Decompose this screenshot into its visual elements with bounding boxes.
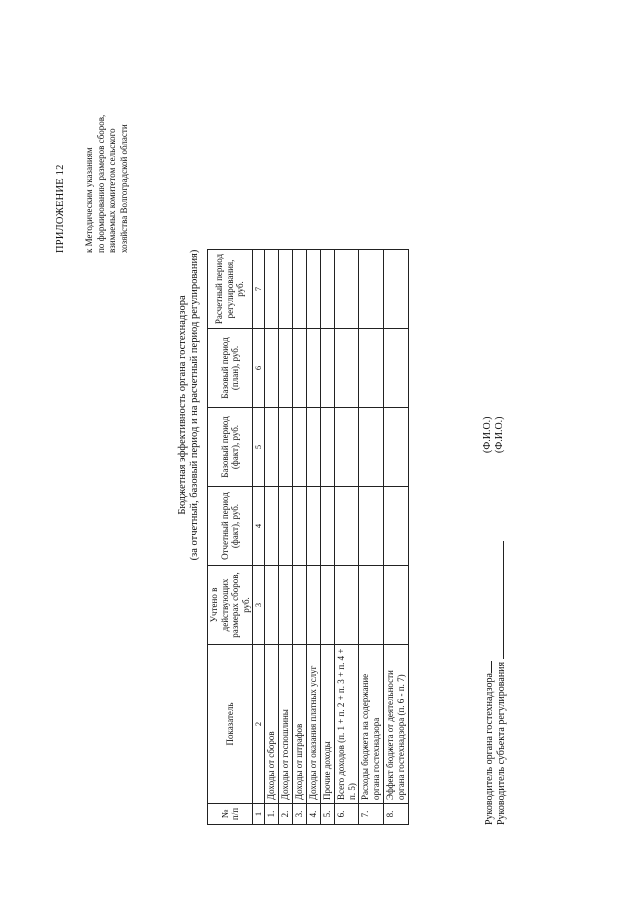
- table-cell: [359, 250, 384, 329]
- row-number: 4.: [307, 804, 321, 825]
- document-title: [177, 155, 201, 655]
- table-cell: [293, 408, 307, 487]
- header-cell-base-plan: Базовый период (план), руб.: [208, 329, 253, 408]
- table-cell: [384, 329, 409, 408]
- column-number: 3: [253, 566, 265, 645]
- table-cell: [335, 408, 359, 487]
- table-row: [279, 250, 293, 825]
- column-number-row: [253, 250, 265, 825]
- row-label: Расходы бюджета на содержание органа гостехнадзора: [359, 645, 384, 804]
- fio-label: (Ф.И.О.): [482, 416, 493, 453]
- table-cell: [359, 329, 384, 408]
- header-cell-num: № п/п: [208, 804, 253, 825]
- table-cell: [307, 408, 321, 487]
- fio-label: (Ф.И.О.): [494, 416, 505, 453]
- table-cell: [293, 487, 307, 566]
- table-cell: [359, 408, 384, 487]
- header-cell-base-fact: Базовый период (факт), руб.: [208, 408, 253, 487]
- table-cell: [265, 408, 279, 487]
- table-cell: [321, 329, 335, 408]
- table-cell: [359, 566, 384, 645]
- table-row: [335, 250, 359, 825]
- table-cell: [279, 329, 293, 408]
- signature-underline: [494, 541, 504, 659]
- appendix-subtitle: [84, 115, 130, 253]
- table-cell: [384, 566, 409, 645]
- table-row: [321, 250, 335, 825]
- appendix-line: по формированию размеров сборов,: [95, 114, 106, 253]
- table-cell: [265, 487, 279, 566]
- table-cell: [384, 487, 409, 566]
- table-cell: [321, 566, 335, 645]
- title-line-1: Бюджетная эффективность органа гостехнадзора: [177, 295, 188, 515]
- header-cell-calc-period: Расчетный период регулирования, руб.: [208, 250, 253, 329]
- row-number: 2.: [279, 804, 293, 825]
- efficiency-table: [207, 249, 409, 825]
- signature-label: Руководитель органа гостехнадзора: [484, 673, 495, 825]
- appendix-line: хозяйства Волгоградской области: [118, 124, 129, 253]
- row-label: Всего доходов (п. 1 + п. 2 + п. 3 + п. 4 + п. 5): [335, 645, 359, 804]
- row-number: 6.: [335, 804, 359, 825]
- row-number: 8.: [384, 804, 409, 825]
- table-cell: [335, 250, 359, 329]
- column-number: 7: [253, 250, 265, 329]
- header-cell-reporting-fact: Отчетный период (факт), руб.: [208, 487, 253, 566]
- table-cell: [265, 329, 279, 408]
- table-cell: [307, 487, 321, 566]
- column-number: 6: [253, 329, 265, 408]
- row-label: Доходы от сборов: [265, 645, 279, 804]
- header-cell-indicator: Показатель: [208, 645, 253, 804]
- table-cell: [265, 250, 279, 329]
- table-cell: [335, 487, 359, 566]
- table-cell: [307, 250, 321, 329]
- column-number: 4: [253, 487, 265, 566]
- row-label: Доходы от оказания платных услуг: [307, 645, 321, 804]
- column-number: 1: [253, 804, 265, 825]
- row-number: 1.: [265, 804, 279, 825]
- table-cell: [265, 566, 279, 645]
- table-cell: [335, 329, 359, 408]
- column-number: 2: [253, 645, 265, 804]
- table-cell: [279, 408, 293, 487]
- table-cell: [307, 329, 321, 408]
- row-number: 3.: [293, 804, 307, 825]
- column-number: 5: [253, 408, 265, 487]
- table-row: [265, 250, 279, 825]
- table-cell: [279, 566, 293, 645]
- table-cell: [279, 250, 293, 329]
- row-label: Доходы от штрафов: [293, 645, 307, 804]
- table-cell: [279, 487, 293, 566]
- table-cell: [359, 487, 384, 566]
- signature-label: Руководитель субъекта регулирования: [496, 661, 507, 825]
- signature-underline: [482, 661, 492, 673]
- row-number: 7.: [359, 804, 384, 825]
- table-cell: [293, 566, 307, 645]
- header-row: [208, 250, 253, 825]
- table-cell: [384, 408, 409, 487]
- table-cell: [307, 566, 321, 645]
- row-number: 5.: [321, 804, 335, 825]
- table-row: [359, 250, 384, 825]
- row-label: Прочие доходы: [321, 645, 335, 804]
- table-cell: [321, 250, 335, 329]
- table-cell: [321, 408, 335, 487]
- appendix-line: взимаемых комитетом сельского: [107, 128, 117, 253]
- title-line-2: (за отчетный, базовый период и на расчетный период регулирования): [189, 249, 200, 561]
- table-cell: [321, 487, 335, 566]
- table-row: [293, 250, 307, 825]
- table-cell: [293, 329, 307, 408]
- table-cell: [335, 566, 359, 645]
- appendix-line: к Методическим указаниям: [84, 147, 94, 253]
- row-label: Доходы от госпошлины: [279, 645, 293, 804]
- table-row: [384, 250, 409, 825]
- appendix-title: ПРИЛОЖЕНИЕ 12: [55, 164, 66, 253]
- signature-line-regulated-entity: [494, 541, 507, 825]
- row-label: Эффект бюджета от деятельности органа гостехнадзора (п. 6 - п. 7): [384, 645, 409, 804]
- table-cell: [293, 250, 307, 329]
- header-cell-current-fees: Учтено в действующих размерах сборов, руб.: [208, 566, 253, 645]
- table-row: [307, 250, 321, 825]
- table-cell: [384, 250, 409, 329]
